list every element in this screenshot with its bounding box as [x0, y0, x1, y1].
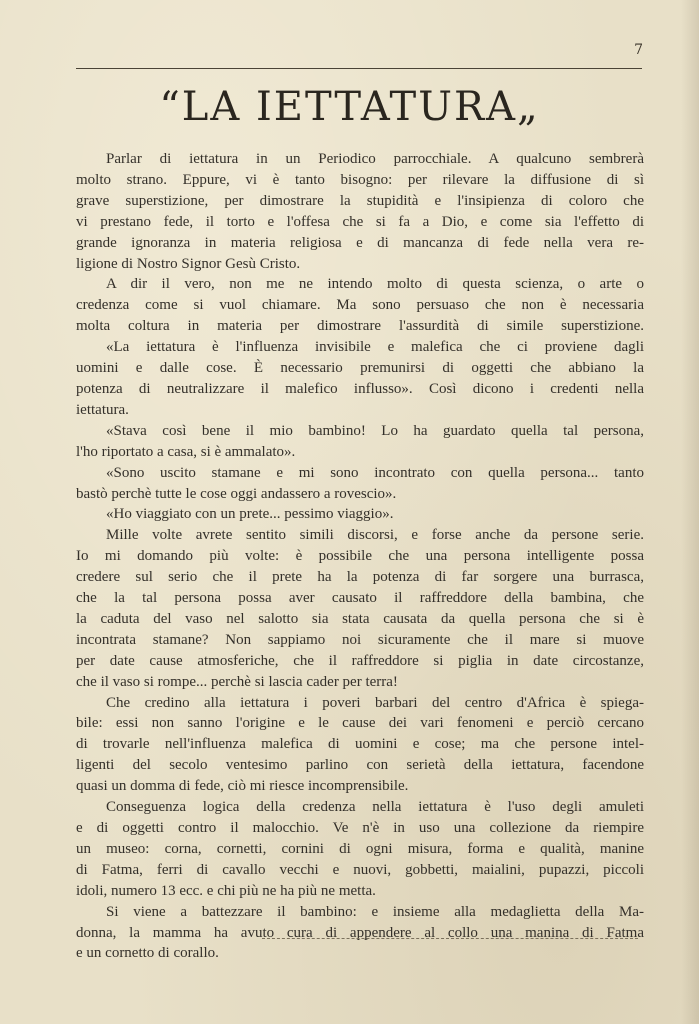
text-line: «Stava così bene il mio bambino! Lo ha guardato quella tal persona, [106, 422, 644, 439]
closing-rule [262, 938, 638, 939]
text-line: vi prestano fede, il torto e l'offesa che si fa a Dio, e come sia l'effetto di [76, 213, 644, 230]
text-line: idoli, numero 13 ecc. e chi più ne ha più ne metta. [76, 882, 376, 899]
article-title: “LA IETTATURA„ [159, 84, 540, 130]
text-line: che la tal persona possa aver causato il raffreddore della bambina, che [76, 590, 644, 607]
text-line: di Fatma, ferri di cavallo vecchi e nuovi, gobbetti, maialini, pupazzi, piccoli [76, 861, 644, 878]
text-line: e di oggetti contro il malocchio. Ve n'è in uso una collezione da riempire [76, 820, 644, 836]
text-line: ligenti del secolo ventesimo parlino con serietà della iettatura, facendone [76, 757, 644, 774]
text-line: uomini e dalle cose. È necessario premunirsi di oggetti che abbiano la [76, 360, 644, 377]
text-line: quasi un domma di fede, ciò mi riesce incomprensibile. [76, 778, 409, 795]
text-line: la caduta del vaso nel salotto sia stata causata da quella persona che si è [76, 610, 644, 627]
text-line: iettatura. [76, 401, 129, 418]
text-line: l'ho riportato a casa, si è ammalato». [76, 443, 296, 460]
text-line: Conseguenza logica della credenza nella iettatura è l'uso degli amuleti [106, 799, 644, 816]
text-line: potenza di neutralizzare il malefico influsso». Così dicono i credenti nella [76, 380, 644, 397]
text-line: incontrata stamane? Non sappiamo noi sicuramente che il mare si muove [76, 631, 644, 648]
text-line: bile: essi non sanno l'origine e le cause dei vari fenomeni e perciò cercano [76, 715, 644, 732]
text-line: Si viene a battezzare il bambino: e insieme alla medaglietta della Ma- [106, 903, 644, 920]
text-line: A dir il vero, non me ne intendo molto di questa scienza, o arte o [106, 276, 644, 293]
text-line: bastò perchè tutte le cose oggi andassero a rovescio». [76, 485, 397, 502]
text-line: di trovarle nell'influenza malefica di uomini e cose; ma che persone intel- [76, 736, 644, 753]
text-line: Parlar di iettatura in un Periodico parrocchiale. A qualcuno sembrerà [106, 151, 644, 167]
page-edge-shadow [681, 0, 699, 1024]
text-line: molta coltura in materia per dimostrare l'assurdità di simile superstizione. [76, 318, 644, 335]
text-line: credere sul serio che il prete ha la potenza di far sorgere una burrasca, [76, 569, 644, 586]
text-line: che il vaso si rompe... perchè si lascia cader per terra! [76, 673, 398, 690]
text-line: Che credino alla iettatura i poveri barbari del centro d'Africa è spiega- [106, 694, 644, 711]
text-line: e un cornetto di corallo. [76, 945, 219, 962]
text-line: ligione di Nostro Signor Gesù Cristo. [76, 255, 301, 272]
text-line: grave superstizione, per dimostrare la stupidità e l'insipienza di coloro che [76, 192, 644, 209]
text-line: «La iettatura è l'influenza invisibile e malefica che ci proviene dagli [106, 339, 644, 356]
article-body [76, 149, 644, 964]
text-line: credenza come si vuol chiamare. Ma sono persuaso che non è necessaria [76, 297, 644, 314]
header-rule [76, 68, 642, 69]
text-line: «Ho viaggiato con un prete... pessimo viaggio». [106, 506, 394, 523]
text-line: grande ignoranza in materia religiosa e di mancanza di fede nella vera re- [76, 234, 644, 251]
text-line: molto strano. Eppure, vi è tanto bisogno: per rilevare la diffusione di sì [76, 171, 644, 188]
text-line: donna, la mamma ha avuto cura di appendere al collo una manina di Fatma [76, 924, 644, 941]
page-number: 7 [634, 42, 643, 58]
text-line: un museo: corna, cornetti, cornini di ogni misura, forma e qualità, manine [76, 840, 644, 857]
text-line: Mille volte avrete sentito simili discorsi, e forse anche da persone serie. [106, 527, 644, 544]
text-line: per date cause atmosferiche, che il raffreddore si piglia in date circostanze, [76, 652, 644, 669]
text-line: Io mi domando più volte: è possibile che una persona intelligente possa [76, 548, 644, 565]
text-line: «Sono uscito stamane e mi sono incontrato con quella persona... tanto [106, 464, 644, 481]
